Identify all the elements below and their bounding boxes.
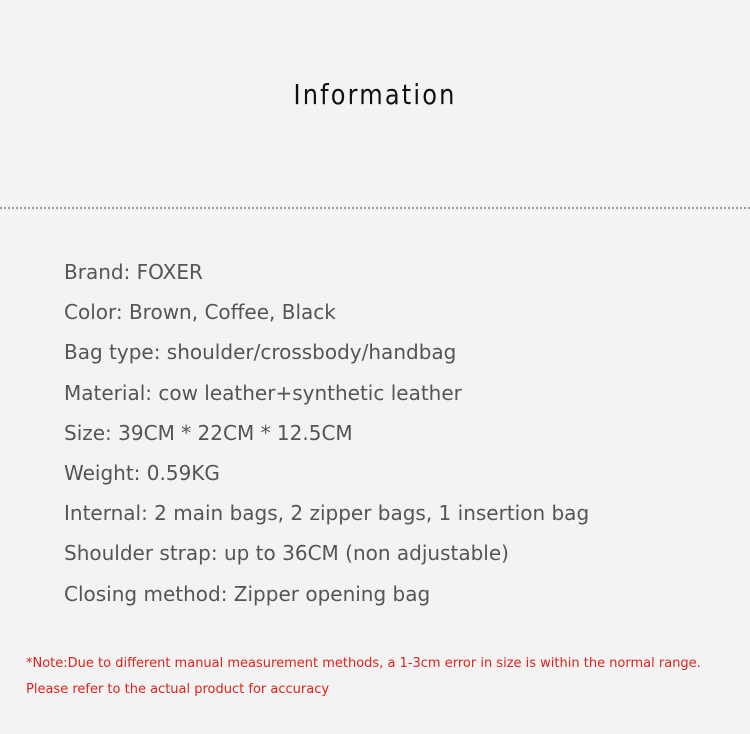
spec-size: Size: 39CM * 22CM * 12.5CM <box>64 420 353 445</box>
spec-brand: Brand: FOXER <box>64 260 203 284</box>
spec-material: Material: cow leather+synthetic leather <box>64 380 462 405</box>
dotted-divider <box>0 207 750 209</box>
spec-list <box>64 255 589 617</box>
spec-color: Color: Brown, Coffee, Black <box>64 300 336 325</box>
note-accuracy: Please refer to the actual product for accuracy <box>26 682 330 697</box>
spec-shoulder-strap: Shoulder strap: up to 36CM (non adjustable) <box>64 541 509 566</box>
spec-internal: Internal: 2 main bags, 2 zipper bags, 1 insertion bag <box>64 501 590 526</box>
spec-closing-method: Closing method: Zipper opening bag <box>64 581 431 606</box>
note-measurement: *Note:Due to different manual measurement methods, a 1-3cm error in size is within the normal range. <box>26 656 701 671</box>
spec-bag-type: Bag type: shoulder/crossbody/handbag <box>64 340 457 365</box>
spec-weight: Weight: 0.59KG <box>64 460 220 485</box>
page-title: Information <box>293 78 457 111</box>
